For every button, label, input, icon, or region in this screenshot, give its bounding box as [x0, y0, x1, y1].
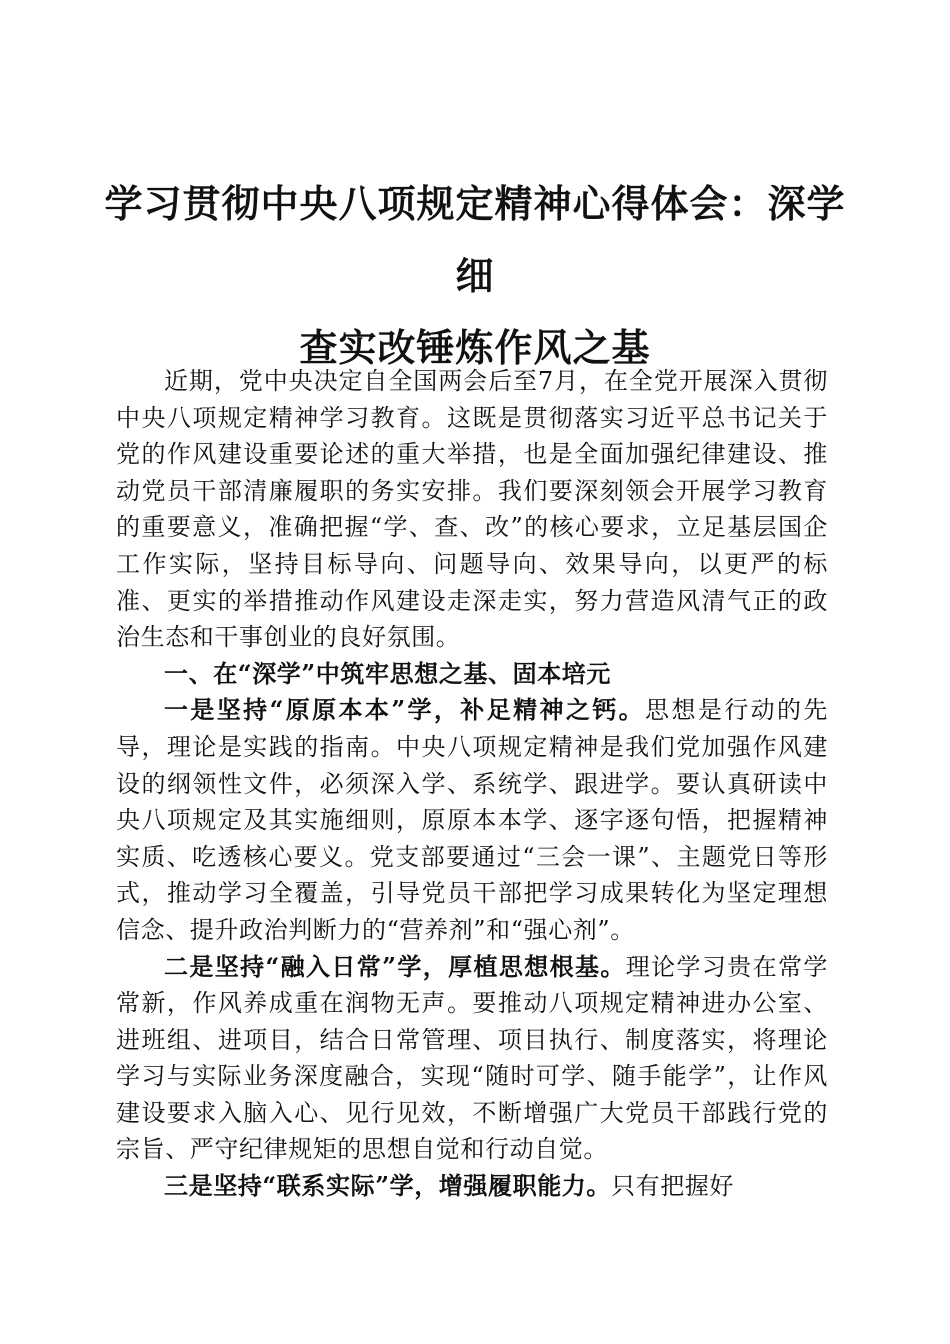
point-text-2: 理论学习贵在常学常新，作风养成重在润物无声。要推动八项规定精神进办公室、进班组、进项目，结合日常管理、项目执行、制度落实，将理论学习与实际业务深度融合，实现“随时可学、随手能学”，让作风建设要求入脑入心、见行见效，不断增强广大党员干部践行党的宗旨、严守纪律规矩的思想自觉和行动自觉。	[116, 952, 828, 1164]
document-title	[100, 168, 850, 384]
document-body	[116, 363, 828, 1205]
title-line-1: 学习贯彻中央八项规定精神心得体会：深学细	[104, 181, 846, 298]
intro-paragraph: 近期，党中央决定自全国两会后至7月，在全党开展深入贯彻中央八项规定精神学习教育。这既是贯彻落实习近平总书记关于党的作风建设重要论述的重大举措，也是全面加强纪律建设、推动党员干部清廉履职的务实安排。我们要深刻领会开展学习教育的重要意义，准确把握“学、查、改”的核心要求，立足基层国企工作实际，坚持目标导向、问题导向、效果导向，以更严的标准、更实的举措推动作风建设走深走实，努力营造风清气正的政治生态和干事创业的良好氛围。	[116, 367, 828, 652]
title-line-2: 查实改锤炼作风之基	[299, 325, 651, 370]
point-lead-1: 一是坚持“原原本本”学，补足精神之钙。	[164, 695, 646, 725]
point-text-3: 只有把握好	[611, 1172, 735, 1201]
point-lead-3: 三是坚持“联系实际”学，增强履职能力。	[164, 1171, 612, 1201]
point-paragraph-2	[116, 949, 828, 1169]
point-paragraph-3	[116, 1168, 828, 1205]
point-paragraph-1	[116, 692, 828, 948]
point-text-1: 思想是行动的先导，理论是实践的指南。中央八项规定精神是我们党加强作风建设的纲领性文件，必须深入学、系统学、跟进学。要认真研读中央八项规定及其实施细则，原原本本学、逐字逐句悟，把握精神实质、吃透核心要义。党支部要通过“三会一课”、主题党日等形式，推动学习全覆盖，引导党员干部把学习成果转化为坚定理想信念、提升政治判断力的“营养剂”和“强心剂”。	[116, 696, 828, 944]
point-lead-2: 二是坚持“融入日常”学，厚植思想根基。	[164, 951, 626, 981]
section-heading-1: 一、在“深学”中筑牢思想之基、固本培元	[164, 658, 612, 688]
